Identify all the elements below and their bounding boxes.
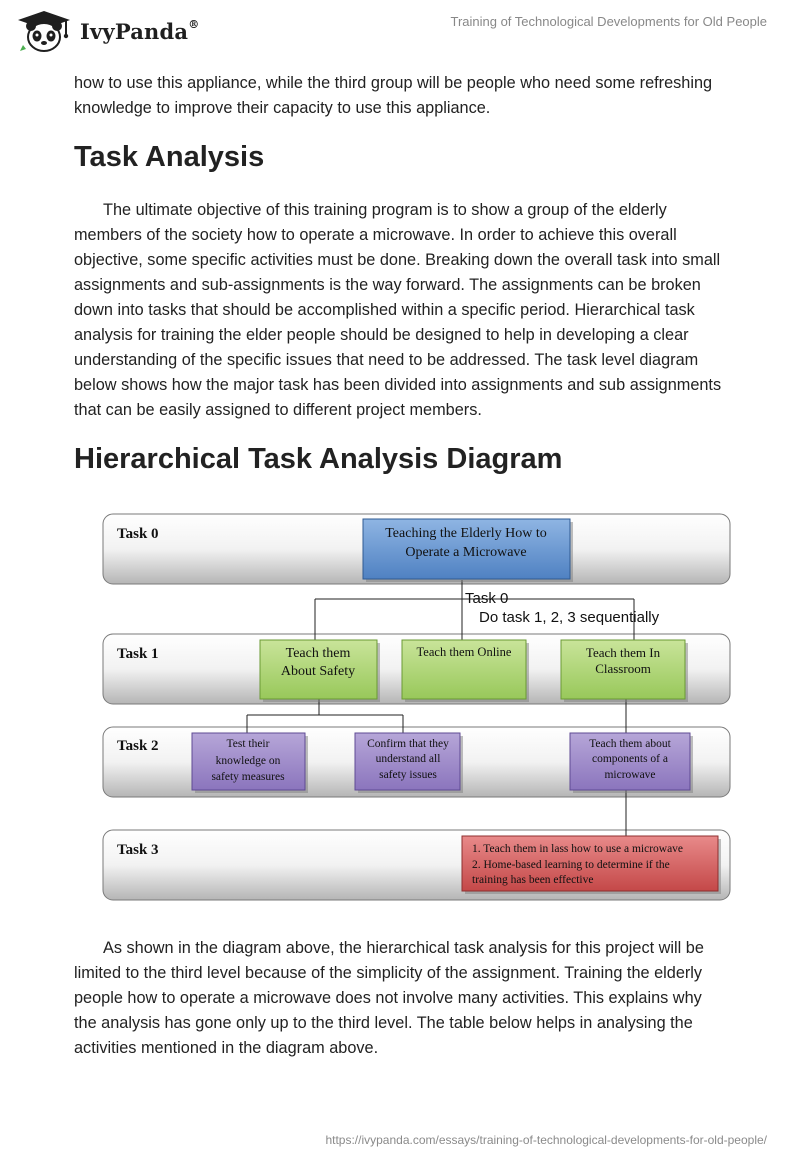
document-title: Training of Technological Developments for Old People [450, 14, 767, 29]
panda-logo-icon[interactable] [14, 9, 74, 53]
task-1-safety-box [260, 640, 380, 702]
root-task-line-1: Teaching the Elderly How to [385, 526, 547, 541]
classroom-line-1: Teach them In [585, 645, 661, 660]
brand-name: IvyPanda [80, 19, 189, 44]
task-3-item-2: 2. Home-based learning to determine if the [472, 859, 670, 871]
hta-heading: Hierarchical Task Analysis Diagram [74, 443, 563, 475]
task-1-online-box [402, 640, 529, 702]
task-3-label: Task 3 [117, 842, 159, 858]
task-2-confirm-box [355, 733, 463, 793]
confirm-line-2: understand all [375, 753, 441, 765]
components-line-2: components of a [591, 753, 669, 765]
hta-section [74, 441, 724, 477]
task-1-label: Task 1 [117, 646, 159, 662]
test-line-1: Test their [226, 738, 270, 750]
source-url-link[interactable]: https://ivypanda.com/essays/training-of-technological-developments-for-old-people/ [325, 1133, 767, 1147]
task-3-item-3: training has been effective [472, 874, 594, 886]
intro-continuation [74, 71, 724, 121]
confirm-line-3: safety issues [379, 769, 437, 781]
task-1-classroom-box [561, 640, 688, 702]
task-0-root-box [363, 519, 573, 582]
components-line-1: Teach them about [589, 738, 671, 750]
task-2-test-box [192, 733, 308, 793]
components-line-3: microwave [604, 769, 656, 781]
task-analysis-body [74, 198, 724, 423]
online-line-1: Teach them Online [416, 645, 512, 659]
brand-logo[interactable] [80, 19, 199, 44]
page-header [0, 0, 800, 64]
root-task-line-2: Operate a Microwave [405, 545, 527, 560]
closing-paragraph: As shown in the diagram above, the hierarchical task analysis for this project will be limited to the third level because of the simplicity of the assignment. Training the elderly people how to operate a microwave does not involve many activities. This explains why the analysis has gone only up to the third level. The table below helps in analysing the activities mentioned in the diagram above. [74, 939, 704, 1057]
classroom-line-2: Classroom [595, 661, 651, 676]
hta-diagram [0, 505, 800, 915]
plan-text: Do task 1, 2, 3 sequentially [479, 609, 660, 626]
plan-label: Task 0 [465, 590, 509, 607]
safety-line-2: About Safety [280, 664, 356, 679]
task-0-label: Task 0 [117, 526, 159, 542]
task-2-label: Task 2 [117, 738, 159, 754]
test-line-3: safety measures [211, 771, 285, 783]
task-3-box [462, 836, 721, 894]
test-line-2: knowledge on [215, 755, 281, 767]
brand-registered-mark: ® [188, 18, 200, 31]
task-2-components-box [570, 733, 693, 793]
closing-section [74, 936, 724, 1061]
intro-paragraph: how to use this appliance, while the third group will be people who need some refreshing knowledge to improve their capacity to use this appliance. [74, 74, 713, 117]
confirm-line-1: Confirm that they [367, 738, 449, 750]
task-3-item-1: 1. Teach them in lass how to use a microwave [472, 843, 684, 855]
task-analysis-section [74, 139, 724, 175]
safety-line-1: Teach them [285, 646, 351, 661]
task-analysis-heading: Task Analysis [74, 141, 265, 173]
task-analysis-paragraph: The ultimate objective of this training program is to show a group of the elderly members of the society how to operate a microwave. In order to achieve this overall objective, some specific activities must be done. Breaking down the overall task into small assignments and sub-assignments is the way forward. The assignments can be broken down into tasks that should be accomplished within a specific period. Hierarchical task analysis for training the elder people should be designed to help in developing a clear understanding of the specific issues that need to be addressed. The task level diagram below shows how the major task has been divided into assignments and sub assignments that can be easily assigned to different project members. [74, 201, 722, 419]
